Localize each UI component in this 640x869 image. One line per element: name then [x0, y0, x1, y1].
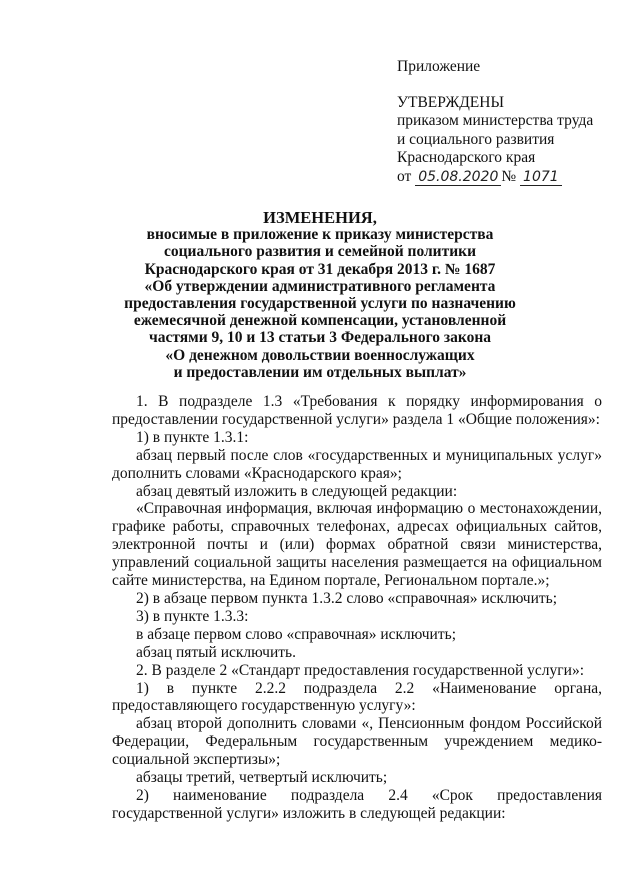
body-paragraph: в абзаце первом слово «справочная» исключить;: [136, 625, 456, 643]
title-line: «Об утверждении административного регламента: [144, 277, 496, 295]
title-line: Краснодарского края от 31 декабря 2013 г. № 1687: [144, 260, 496, 278]
document-title: [110, 209, 530, 381]
body-paragraph: абзац пятый исключить.: [136, 643, 296, 661]
body-paragraph: абзацы третий, четвертый исключить;: [136, 769, 388, 787]
from-label: от: [397, 167, 412, 185]
approval-line-1: приказом министерства труда: [397, 112, 594, 129]
number-label: №: [501, 167, 517, 185]
title-heading: ИЗМЕНЕНИЯ,: [263, 208, 377, 227]
body-paragraph: 1) в пункте 1.3.1:: [136, 428, 249, 446]
handwritten-date: 05.08.2020: [415, 169, 501, 186]
appendix-label: Приложение: [397, 58, 481, 75]
body-paragraph: абзац второй дополнить словами «, Пенсионным фондом Российской Федерации, Федеральным государственным учреждением медико-социальной экспертизы»;: [112, 715, 602, 769]
title-line: и предоставлении им отдельных выплат»: [173, 363, 467, 381]
body-paragraph: 2. В разделе 2 «Стандарт предоставления государственной услуги»:: [136, 661, 585, 679]
title-line: социального развития и семейной политики: [163, 243, 477, 261]
title-line: вносимые в приложение к приказу министерства: [146, 226, 494, 244]
approval-block: [397, 58, 627, 186]
approval-line-2: и социального развития: [397, 130, 555, 148]
document-body: [112, 393, 602, 823]
body-paragraph: абзац первый после слов «государственных и муниципальных услуг» дополнить словами «Краснодарского края»;: [112, 446, 602, 482]
approval-line-3: Краснодарского края: [397, 149, 536, 166]
title-line: частями 9, 10 и 13 статьи 3 Федерального закона: [148, 329, 492, 347]
body-paragraph: 1. В подразделе 1.3 «Требования к порядку информирования о предоставлении государственной услуги» раздела 1 «Общие положения»:: [112, 393, 602, 428]
body-paragraph: 2) наименование подраздела 2.4 «Срок предоставления государственной услуги» изложить в следующей редакции:: [112, 786, 602, 822]
body-paragraph: 3) в пункте 1.3.3:: [136, 607, 249, 625]
approval-date-line: [397, 168, 627, 187]
title-line: предоставления государственной услуги по назначению: [124, 295, 516, 313]
handwritten-number: 1071: [520, 169, 562, 186]
approved-label: УТВЕРЖДЕНЫ: [397, 93, 504, 111]
title-line: ежемесячной денежной компенсации, установленной: [133, 312, 507, 330]
body-paragraph: абзац девятый изложить в следующей редакции:: [136, 482, 458, 500]
body-paragraph: 2) в абзаце первом пункта 1.3.2 слово «справочная» исключить;: [136, 589, 558, 607]
body-paragraph: «Справочная информация, включая информацию о местонахождении, графике работы, справочных телефонах, адресах официальных сайтов, электронной почты и (или) формах обратной связи министерства, управлений социальной защиты населения размещается на официальном сайте министерства, на Едином портале, Региональном портале.»;: [112, 500, 602, 590]
title-line: «О денежном довольствии военнослужащих: [165, 346, 475, 364]
body-paragraph: 1) в пункте 2.2.2 подраздела 2.2 «Наименование органа, предоставляющего государственную услугу»:: [112, 679, 602, 715]
